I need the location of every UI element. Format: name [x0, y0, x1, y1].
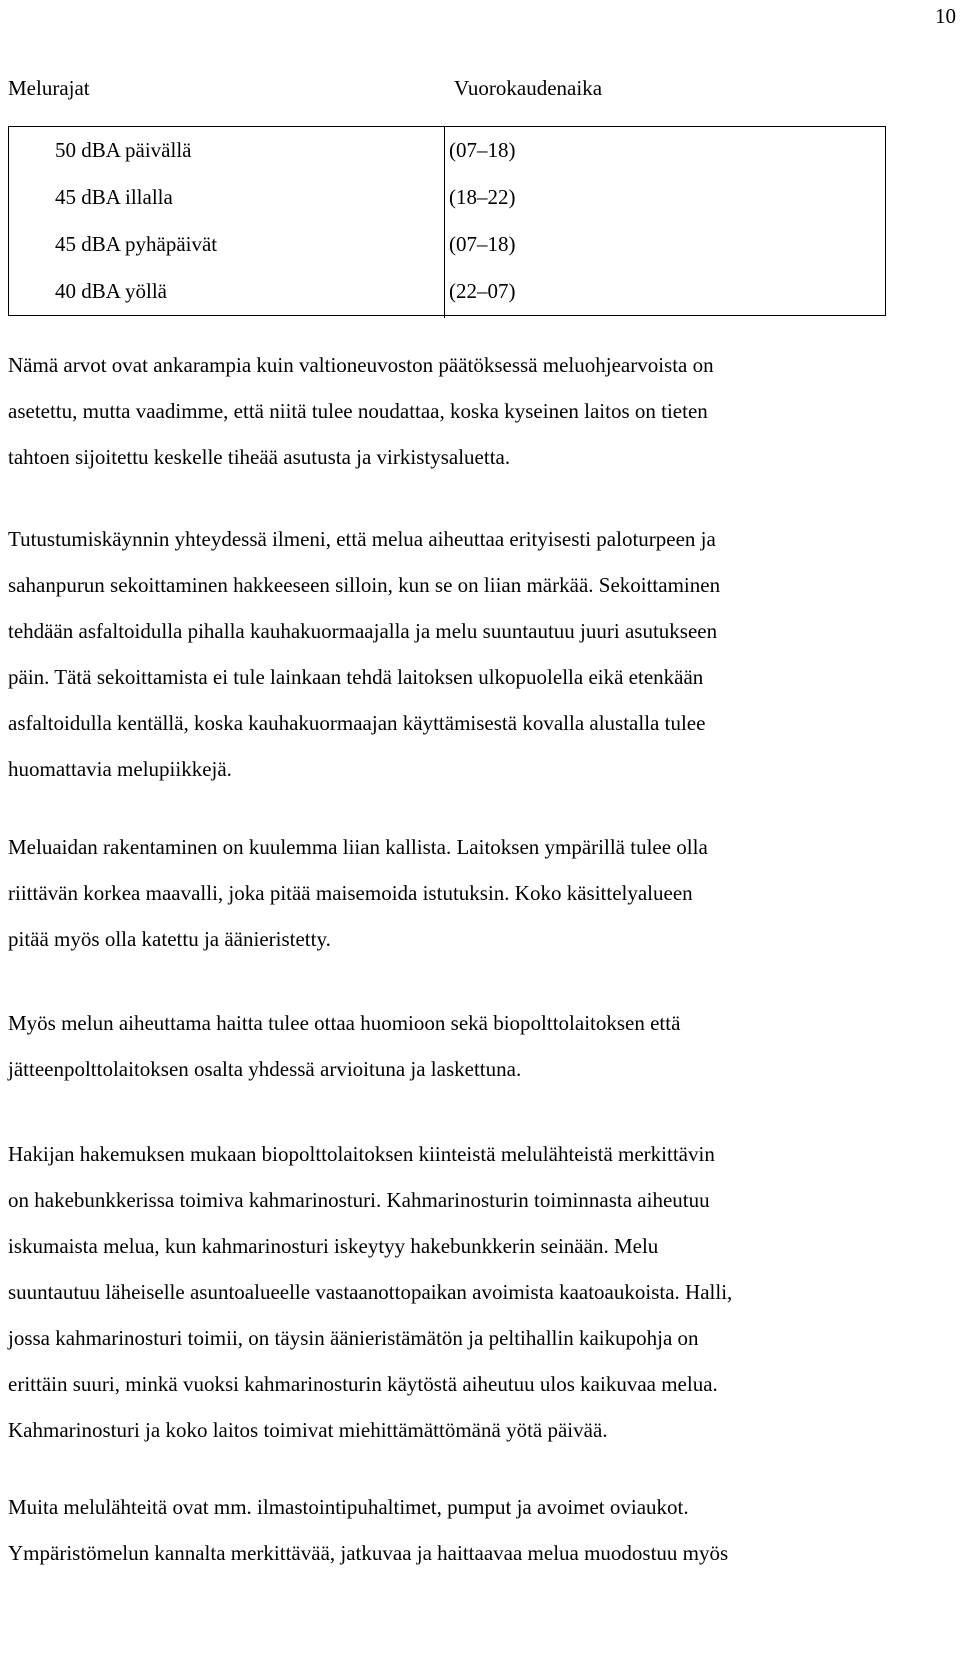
limit-cell: 50 dBA päivällä: [9, 127, 446, 175]
paragraph-site-visit: Tutustumiskäynnin yhteydessä ilmeni, että melua aiheuttaa erityisesti paloturpeen ja sahanpurun sekoittaminen hakkeeseen silloin, kun se on liian märkää. Sekoittaminen tehdään asfaltoidulla pihalla kauhakuormaajalla ja melu suuntautuu juuri asutukseen päin. Tätä sekoittamista ei tule lainkaan tehdä laitoksen ulkopuolella eikä etenkään asfaltoidulla kentällä, koska kauhakuormaajan käyttämisestä kovalla alustalla tulee huomattavia melupiikkejä.: [8, 527, 721, 781]
time-cell: (22–07): [445, 268, 886, 316]
paragraph-stricter-limits: Nämä arvot ovat ankarampia kuin valtioneuvoston päätöksessä meluohjearvoista on asetettu, mutta vaadimme, että niitä tulee noudattaa, koska kyseinen laitos on tieten tahtoen sijoitettu keskelle tiheää asutusta ja virkistysaluetta.: [8, 353, 714, 469]
paragraph-noise-barrier: Meluaidan rakentaminen on kuulemma liian kallista. Laitoksen ympärillä tulee olla riittävän korkea maavalli, joka pitää maisemoida istutuksin. Koko käsittelyalueen pitää myös olla katettu ja äänieristetty.: [8, 835, 708, 951]
header-time-of-day: Vuorokaudenaika: [454, 76, 603, 100]
table-row: [9, 221, 886, 268]
table-row: [9, 268, 886, 316]
limit-cell: 45 dBA pyhäpäivät: [9, 221, 446, 268]
table-row: [9, 127, 886, 175]
limit-cell: 40 dBA yöllä: [9, 268, 446, 316]
table-row: [9, 174, 886, 221]
noise-limits-table: [8, 126, 886, 316]
table-header: [8, 76, 888, 106]
page-number: 10: [935, 4, 956, 28]
time-cell: (07–18): [445, 221, 886, 268]
paragraph-grab-crane: Hakijan hakemuksen mukaan biopolttolaitoksen kiinteistä melulähteistä merkittävin on hakebunkkerissa toimiva kahmarinosturi. Kahmarinosturin toiminnasta aiheutuu iskumaista melua, kun kahmarinosturi iskeytyy hakebunkkerin seinään. Melu suuntautuu läheiselle asuntoalueelle vastaanottopaikan avoimista kaatoaukoista. Halli, jossa kahmarinosturi toimii, on täysin äänieristämätön ja peltihallin kaikupohja on erittäin suuri, minkä vuoksi kahmarinosturin käytöstä aiheutuu ulos kaikuvaa melua. Kahmarinosturi ja koko laitos toimivat miehittämättömänä yötä päivää.: [8, 1142, 733, 1442]
limit-cell: 45 dBA illalla: [9, 174, 446, 221]
paragraph-other-sources: Muita melulähteitä ovat mm. ilmastointipuhaltimet, pumput ja avoimet oviaukot. Ympäristömelun kannalta merkittävää, jatkuvaa ja haittaavaa melua muodostuu myös: [8, 1495, 729, 1565]
table-column-divider: [444, 126, 445, 318]
time-cell: (18–22): [445, 174, 886, 221]
paragraph-combined-noise: Myös melun aiheuttama haitta tulee ottaa huomioon sekä biopolttolaitoksen että jätteenpolttolaitoksen osalta yhdessä arvioituna ja laskettuna.: [8, 1011, 681, 1081]
time-cell: (07–18): [445, 127, 886, 175]
header-noise-limits: Melurajat: [8, 76, 90, 100]
